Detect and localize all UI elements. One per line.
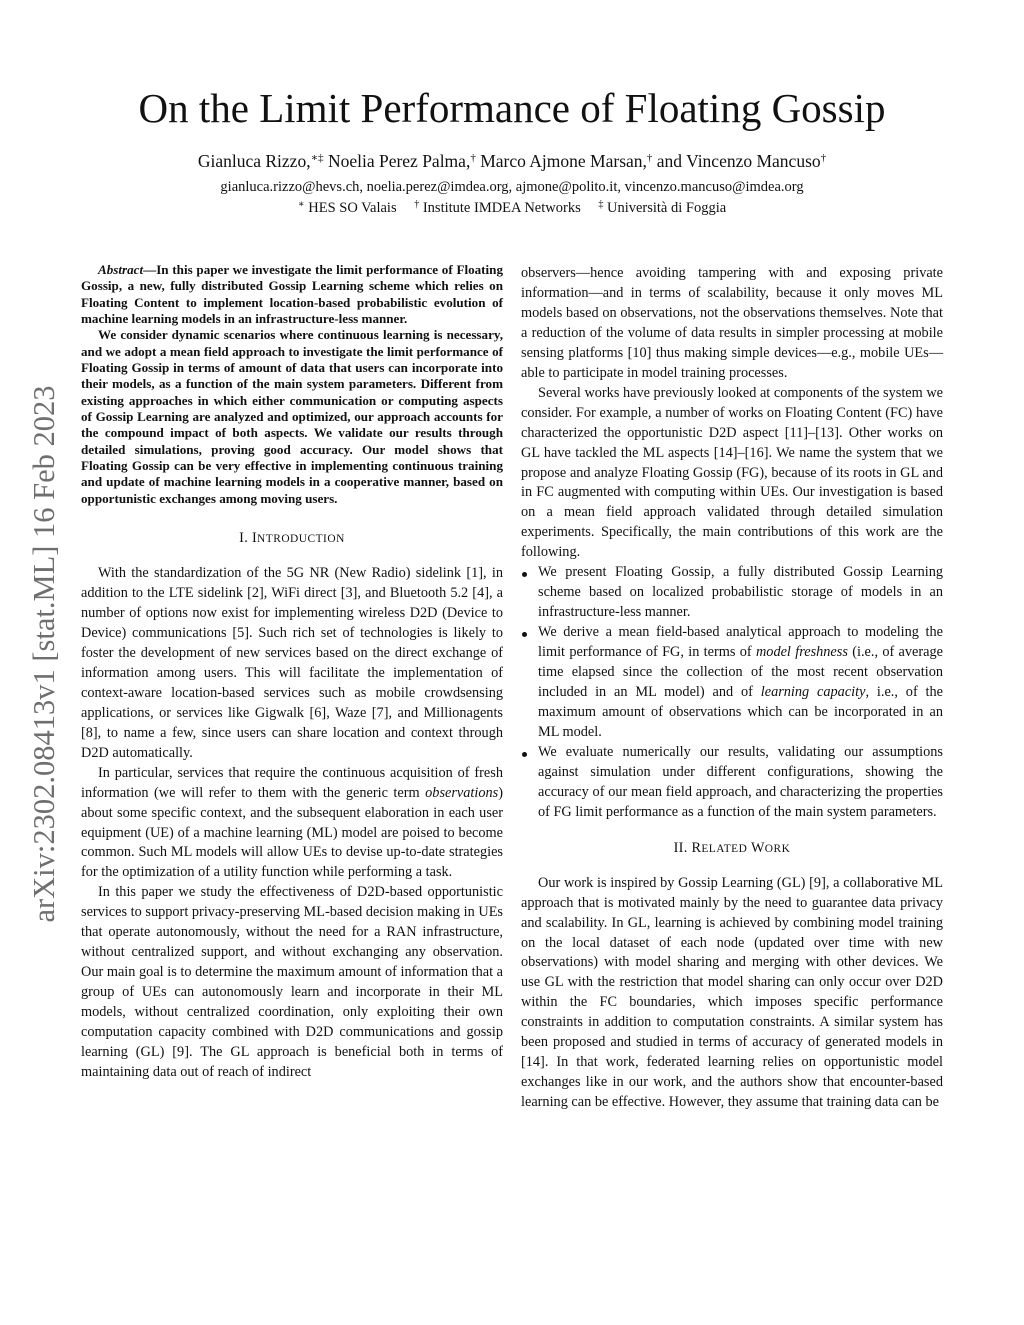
intro-emphasis: observations — [425, 784, 499, 801]
section-numeral: I. — [239, 530, 249, 547]
intro-text: ) about some specific context, and the subsequent elaboration in each user equipment (UE) of a machine learning (ML) model are poised to become common. Such ML models will allow UEs to devise up-to-date strategies for the optimization of a utility function while performing a task. — [81, 784, 503, 881]
section-heading-related-work — [521, 839, 943, 860]
section-title-initial: R — [691, 839, 702, 856]
author-mark: † — [820, 152, 827, 164]
intro-paragraph-3: In this paper we study the effectiveness of D2D-based opportunistic services to support privacy-preserving ML-based decision making in UEs that operate autonomously, without the need for a RAN infrastructure, without centralized support, and without exchanging any observation. Our main goal is to determine the maximum amount of information that a group of UEs can autonomously learn and incorporate in their ML models, without centralized coordination, only exploiting their own computation capacity combined with D2D communications and gossip learning (GL) [9]. The GL approach is beneficial both in terms of maintaining data out of reach of indirect — [81, 884, 503, 1080]
contribution-item — [521, 623, 943, 743]
contribution-item: We present Floating Gossip, a fully distributed Gossip Learning scheme based on localized probabilistic storage of models in an infrastructure-less manner. — [521, 563, 943, 623]
arxiv-stamp — [24, 348, 64, 960]
contributions-list — [521, 563, 943, 822]
author-4 — [657, 151, 826, 171]
author-name: Gianluca Rizzo, — [197, 151, 311, 171]
intro-paragraph-2 — [81, 764, 503, 884]
intro-paragraph-4: Several works have previously looked at components of the system we consider. For example, a number of works on Floating Content (FC) have characterized the opportunistic D2D aspect [11]–[13]. Other works on GL have tackled the ML aspects [14]–[16]. We name the system that we propose and analyze Floating Gossip (FG), because of its roots in GL and in FC augmented with computing within UEs. Our investigation is based on a mean field approach validated through detailed simulation experiments. Specifically, the main contributions of this work are the following. — [521, 384, 943, 561]
affiliation-mark: ‡ — [598, 199, 604, 210]
abstract — [81, 262, 503, 507]
author-2 — [328, 151, 476, 171]
intro-text: In particular, services that require the continuous acquisition of fresh information (we will refer to them with the generic term — [81, 764, 503, 801]
section-numeral: II. — [673, 839, 688, 856]
affiliation-mark: ∗ — [297, 199, 305, 210]
paper-title: On the Limit Performance of Floating Gossip — [138, 85, 886, 131]
affiliation-1 — [298, 200, 397, 216]
author-name: Marco Ajmone Marsan, — [480, 151, 647, 171]
affiliation-2 — [414, 200, 581, 216]
author-mark: † — [646, 152, 653, 164]
affiliation-mark: † — [414, 199, 420, 210]
arxiv-id: arXiv:2302.08413v1 [stat.ML] 16 Feb 2023 — [27, 385, 61, 923]
author-mark: ∗‡ — [310, 152, 324, 164]
contribution-emphasis: learning capacity — [760, 684, 866, 701]
section-title-initial: W — [751, 839, 765, 856]
contribution-text: (i.e., of average time elapsed since the collection of the most recent observation included in an ML model) and of — [538, 644, 943, 701]
abstract-lead: Abstract — [98, 262, 144, 277]
section-title-rest: NTRODUCTION — [257, 533, 345, 546]
abstract-text: —In this paper we investigate the limit performance of Floating Gossip, a new, fully distributed Gossip Learning scheme which relies on Floating Content to implement location-based probabilistic evolution of machine learning models in an infrastructure-less manner. — [81, 262, 503, 327]
author-list — [0, 150, 1024, 172]
author-emails: gianluca.rizzo@hevs.ch, noelia.perez@imdea.org, ajmone@polito.it, vincenzo.mancuso@imdea.org — [220, 179, 804, 195]
author-name: and Vincenzo Mancuso — [656, 151, 821, 171]
section-title-rest: ORK — [764, 842, 791, 855]
intro-paragraph-1: With the standardization of the 5G NR (New Radio) sidelink [1], in addition to the LTE sidelink [2], WiFi direct [3], and Bluetooth 5.2 [4], a number of options now exist for implementing wireless D2D (Device to Device) communications [5]. Such rich set of technologies is likely to foster the development of new services based on the direct exchange of information among users. This will facilitate the implementation of context-aware location-based services such as mobile crowdsensing applications, or services like Gigwalk [6], Waze [7], and Millionagents [8], to name a few, since users can share location and context through D2D automatically. — [81, 565, 503, 761]
intro-paragraph-3-continued: observers—hence avoiding tampering with and exposing private information—and in terms of scalability, because it only moves ML models based on observations, not the observations themselves. Note that a reduction of the volume of data results in simpler processing at mobile sensing platforms [10] thus making simple devices—e.g., mobile UEs—able to participate in model training processes. — [521, 265, 943, 381]
abstract-paragraph-2: We consider dynamic scenarios where continuous learning is necessary, and we adopt a mean field approach to investigate the limit performance of Floating Gossip in terms of amount of data that users can incorporate into their models, as a function of the main system parameters. Different from existing approaches in which either communication or computing aspects of Gossip Learning are analyzed and optimized, our approach accounts for the compound impact of both aspects. We validate our results through detailed simulations, proving good accuracy. Our model shows that Floating Gossip can be very effective in implementing continuous training and update of machine learning models in a cooperative manner, based on opportunistic exchanges among moving users. — [81, 327, 503, 506]
author-name: Noelia Perez Palma, — [327, 151, 471, 171]
right-column — [521, 264, 943, 1113]
affiliation-name: Università di Foggia — [606, 200, 727, 216]
affiliation-name: Institute IMDEA Networks — [422, 200, 581, 216]
author-3 — [480, 151, 652, 171]
contribution-item: We evaluate numerically our results, validating our assumptions against simulation under different configurations, showing the accuracy of our mean field approach, and characterizing the properties of FG limit performance as a function of the main system parameters. — [521, 743, 943, 823]
section-title-initial: I — [251, 530, 258, 547]
author-1 — [198, 151, 324, 171]
affiliation-list — [0, 198, 1024, 218]
contribution-text: , i.e., of the maximum amount of observations which can be incorporated in an ML model. — [538, 684, 944, 740]
section-heading-introduction — [81, 529, 503, 550]
section-title-rest: ELATED — [701, 842, 748, 855]
related-paragraph-1: Our work is inspired by Gossip Learning (GL) [9], a collaborative ML approach that is motivated mainly by the need to guarantee data privacy and scalability. In GL, learning is achieved by combining model training on the local dataset of each node (updated over time with new observations) with model sharing and merging with other devices. We use GL with the restriction that model sharing can only occur over D2D within the FC boundaries, which imposes specific performance constraints in addition to computation constraints. A similar system has been proposed and studied in terms of accuracy of generated models in [14]. In that work, federated learning relies on opportunistic model exchanges like in our work, and the authors show that encounter-based learning can be effective. However, they assume that training data can be — [521, 874, 943, 1111]
affiliation-3 — [598, 200, 726, 216]
abstract-paragraph-1 — [81, 262, 503, 327]
affiliation-name: HES SO Valais — [308, 200, 397, 216]
contribution-emphasis: model freshness — [755, 644, 848, 661]
left-column — [81, 262, 503, 1083]
contribution-text: We derive a mean field-based analytical approach to modeling the limit performance of FG, in terms of — [538, 624, 943, 661]
author-mark: † — [470, 152, 476, 164]
